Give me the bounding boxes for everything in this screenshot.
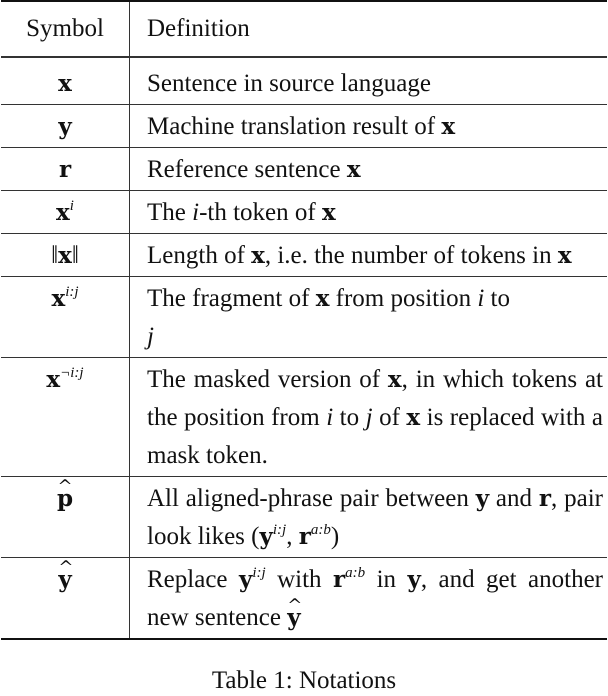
math-x: x (315, 285, 330, 312)
definition-text: of (372, 404, 407, 431)
math-j: j (147, 323, 154, 350)
table-row (1, 558, 607, 640)
definition-cell (130, 191, 608, 234)
math-y-hat: ^ y (287, 599, 300, 637)
definition-text: The fragment of (147, 285, 316, 312)
symbol-cell (1, 477, 130, 558)
symbol-x: x (51, 285, 66, 312)
definition-text: to (484, 285, 510, 312)
definition-text: is replaced with a mask token. (147, 404, 603, 469)
definition-text: Length of (147, 242, 252, 269)
math-x: x (406, 404, 421, 431)
header-definition: Definition (147, 15, 250, 42)
symbol-cell (1, 234, 130, 277)
definition-cell (130, 105, 608, 148)
symbol-x: x (58, 242, 72, 269)
definition-text: , i.e. the number of tokens in (264, 242, 558, 269)
definition-text: to (333, 404, 366, 431)
symbol-cell (1, 558, 130, 640)
symbol-y-hat: ^ y (58, 561, 71, 599)
superscript-ij: i:j (252, 565, 266, 581)
symbol-cell (1, 57, 130, 105)
symbol-cell (1, 277, 130, 358)
superscript-ij: i:j (272, 522, 287, 538)
math-x: x (557, 242, 572, 269)
superscript-i: i (69, 198, 74, 214)
definition-text: Replace (147, 566, 239, 593)
definition-text: in (365, 566, 408, 593)
table-row (1, 277, 607, 358)
norm-open: ‖ (51, 242, 59, 269)
table-row (1, 234, 607, 277)
math-r: r (538, 485, 551, 512)
table-row (1, 191, 607, 234)
symbol-y: y (58, 113, 72, 140)
definition-text: , (286, 523, 299, 550)
definition-text: from position (329, 285, 478, 312)
math-i: i (326, 404, 334, 431)
table-row (1, 358, 607, 477)
definition-cell (130, 148, 608, 191)
superscript-ab: a:b (310, 522, 331, 538)
definition-cell: Sentence in source language (147, 70, 431, 97)
math-x: x (251, 242, 265, 269)
table-row (1, 148, 607, 191)
table-header-row (1, 1, 607, 57)
definition-text: Reference sentence (147, 156, 347, 183)
table-caption: Table 1: Notations (211, 667, 397, 694)
math-i: i (477, 285, 485, 312)
norm-close: ‖ (71, 242, 79, 269)
math-x: x (387, 366, 402, 393)
definition-text: , and get another new sentence (147, 566, 603, 631)
definition-text: ) (330, 523, 340, 550)
math-x: x (346, 156, 361, 183)
table-row (1, 105, 607, 148)
definition-text: -th token of (199, 199, 322, 226)
definition-cell (130, 277, 608, 358)
superscript-ij: i:j (65, 284, 79, 300)
notation-table (1, 0, 607, 640)
symbol-x: x (56, 199, 70, 226)
math-y: y (238, 566, 253, 593)
symbol-x: x (46, 366, 61, 393)
superscript-ab: a:b (345, 565, 366, 581)
header-symbol: Symbol (1, 1, 130, 57)
definition-text: Machine translation result of (147, 113, 442, 140)
math-r: r (333, 566, 346, 593)
symbol-cell (1, 148, 130, 191)
symbol-cell (1, 105, 130, 148)
symbol-x: x (58, 70, 72, 97)
symbol-cell (1, 191, 130, 234)
definition-text: with (265, 566, 333, 593)
definition-text: and (489, 485, 539, 512)
math-r: r (298, 523, 311, 550)
math-j: j (365, 404, 373, 431)
math-y: y (475, 485, 490, 512)
math-x: x (321, 199, 336, 226)
symbol-p-hat: ^ p (57, 480, 73, 518)
math-y: y (259, 523, 273, 550)
definition-cell (130, 358, 608, 477)
symbol-r: r (58, 156, 72, 183)
definition-cell (130, 558, 608, 640)
definition-cell (130, 477, 608, 558)
definition-text: , in which tokens at the position from (147, 366, 604, 431)
symbol-cell (1, 358, 130, 477)
table-row (1, 57, 607, 105)
definition-text: The (147, 199, 193, 226)
definition-cell (130, 234, 608, 277)
table-row (1, 477, 607, 558)
definition-text: The masked version of (147, 366, 388, 393)
definition-text: All aligned-phrase pair between (147, 485, 476, 512)
math-x: x (441, 113, 456, 140)
math-i: i (192, 199, 200, 226)
definition-text: , pair look likes ( (147, 485, 603, 550)
superscript-not-ij: ¬i:j (60, 365, 84, 381)
math-y: y (407, 566, 421, 593)
